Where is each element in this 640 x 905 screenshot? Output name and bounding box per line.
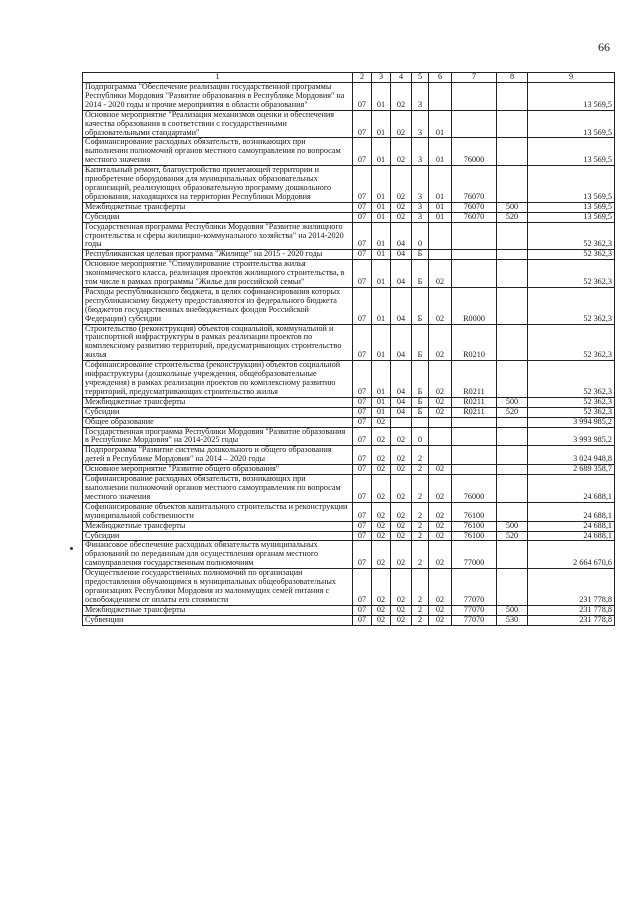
code-cell: 02 [429, 502, 452, 521]
code-cell [452, 110, 497, 138]
code-cell: 07 [353, 397, 372, 407]
code-cell: 77070 [452, 615, 497, 625]
code-cell: 02 [391, 465, 412, 475]
row-label: Субсидии [83, 407, 353, 417]
code-cell: 07 [353, 407, 372, 417]
code-cell [429, 83, 452, 111]
code-cell: 02 [372, 531, 391, 541]
table-row [83, 465, 615, 475]
row-label: Софинансирование строительства (реконструкции) объектов социальной инфраструктуры (дошкольные учреждения, общеобразовательные учреждения) в рамках реализации проектов по комплексному развитию территорий, предусматривающих строительство жилья [83, 361, 353, 398]
code-cell: 02 [391, 475, 412, 503]
code-cell: 02 [391, 110, 412, 138]
code-cell: 500 [497, 202, 528, 212]
row-label: Софинансирование расходных обязательств, возникающих при выполнении полномочий органов местного самоуправления по вопросам местного значения [83, 475, 353, 503]
row-label: Осуществление государственных полномочий по организации предоставления обучающимся в муниципальных общеобразовательных организациях Республики Мордовия из малоимущих семей питания с освобождением от оплаты его стоимости [83, 569, 353, 606]
code-cell: 02 [429, 531, 452, 541]
code-cell: 01 [372, 212, 391, 222]
code-cell: 01 [429, 138, 452, 166]
code-cell: 500 [497, 521, 528, 531]
row-label: Общее образование [83, 417, 353, 427]
row-label: Основное мероприятие "Реализация механизмов оценки и обеспечения качества образования в соответствии с государственными образовательными стандартами" [83, 110, 353, 138]
code-cell: 2 [412, 605, 429, 615]
code-cell [497, 166, 528, 203]
code-cell [497, 324, 528, 361]
row-label: Основное мероприятие "Развитие общего образования" [83, 465, 353, 475]
amount-cell: 52 362,3 [528, 260, 615, 288]
code-cell: 02 [372, 521, 391, 531]
table-row [83, 531, 615, 541]
table-row [83, 541, 615, 569]
table-row [83, 615, 615, 625]
code-cell: 2 [412, 502, 429, 521]
amount-cell: 52 362,3 [528, 407, 615, 417]
code-cell: 520 [497, 212, 528, 222]
code-cell [429, 427, 452, 446]
code-cell: 07 [353, 202, 372, 212]
row-label: Подпрограмма "Обеспечение реализации государственной программы Республики Мордовия "Развитие образования в Республике Мордовия" на 2014 - 2020 годы и прочие мероприятия в области образования" [83, 83, 353, 111]
code-cell: 2 [412, 446, 429, 465]
code-cell [497, 541, 528, 569]
code-cell: 04 [391, 324, 412, 361]
code-cell: 02 [372, 417, 391, 427]
row-label: Государственная программа Республики Мордовия "Развитие образования в Республике Мордовия" на 2014-2025 годы [83, 427, 353, 446]
code-cell: 04 [391, 361, 412, 398]
table-row [83, 222, 615, 250]
code-cell: 07 [353, 110, 372, 138]
code-cell [452, 417, 497, 427]
code-cell [429, 446, 452, 465]
code-cell [497, 417, 528, 427]
code-cell: 07 [353, 324, 372, 361]
code-cell: 02 [372, 541, 391, 569]
amount-cell: 13 569,5 [528, 138, 615, 166]
code-cell: 02 [391, 166, 412, 203]
table-row [83, 260, 615, 288]
code-cell: 07 [353, 475, 372, 503]
code-cell [497, 446, 528, 465]
amount-cell: 52 362,3 [528, 287, 615, 324]
code-cell: 07 [353, 427, 372, 446]
code-cell: 02 [429, 615, 452, 625]
table-row [83, 521, 615, 531]
code-cell [452, 260, 497, 288]
code-cell [497, 83, 528, 111]
code-cell: R0000 [452, 287, 497, 324]
amount-cell: 2 664 670,6 [528, 541, 615, 569]
code-cell: 02 [372, 475, 391, 503]
table-row [83, 502, 615, 521]
code-cell: Б [412, 324, 429, 361]
code-cell: 04 [391, 287, 412, 324]
row-label: Межбюджетные трансферты [83, 397, 353, 407]
row-label: Финансовое обеспечение расходных обязательств муниципальных образований по переданным для осуществления органам местного самоуправления государственным полномочиям [83, 541, 353, 569]
code-cell [497, 475, 528, 503]
code-cell [497, 465, 528, 475]
amount-cell: 13 569,5 [528, 166, 615, 203]
code-cell: 02 [391, 202, 412, 212]
code-cell [452, 427, 497, 446]
row-label: Софинансирование расходных обязательств, возникающих при выполнении полномочий органов местного самоуправления по вопросам местного значения [83, 138, 353, 166]
code-cell: 3 [412, 110, 429, 138]
code-cell [452, 446, 497, 465]
table-row [83, 138, 615, 166]
amount-cell: 52 362,3 [528, 250, 615, 260]
code-cell: 3 [412, 212, 429, 222]
code-cell [452, 222, 497, 250]
row-label: Межбюджетные трансферты [83, 521, 353, 531]
code-cell [497, 250, 528, 260]
code-cell: R0211 [452, 361, 497, 398]
code-cell: 01 [372, 166, 391, 203]
code-cell: 01 [372, 202, 391, 212]
code-cell: 77070 [452, 569, 497, 606]
table-row [83, 287, 615, 324]
page-number: 66 [598, 40, 610, 54]
code-cell: 76100 [452, 502, 497, 521]
code-cell: 02 [429, 287, 452, 324]
code-cell: 07 [353, 446, 372, 465]
code-cell [497, 287, 528, 324]
amount-cell: 3 994 985,2 [528, 417, 615, 427]
code-cell: 3 [412, 138, 429, 166]
code-cell: 01 [372, 324, 391, 361]
code-cell: 01 [372, 361, 391, 398]
code-cell: 02 [391, 427, 412, 446]
code-cell: 02 [391, 446, 412, 465]
code-cell: 02 [372, 465, 391, 475]
code-cell: 01 [429, 212, 452, 222]
code-cell: 76070 [452, 166, 497, 203]
amount-cell: 13 569,5 [528, 83, 615, 111]
code-cell: 2 [412, 475, 429, 503]
code-cell [452, 250, 497, 260]
amount-cell: 13 569,5 [528, 110, 615, 138]
code-cell: 07 [353, 521, 372, 531]
code-cell: 530 [497, 615, 528, 625]
code-cell: 2 [412, 531, 429, 541]
code-cell: 02 [391, 531, 412, 541]
code-cell: 04 [391, 222, 412, 250]
code-cell: 07 [353, 260, 372, 288]
code-cell: 0 [412, 222, 429, 250]
code-cell: 02 [391, 569, 412, 606]
code-cell: 07 [353, 417, 372, 427]
header-row [83, 73, 615, 83]
code-cell: 02 [372, 446, 391, 465]
code-cell: 3 [412, 83, 429, 111]
header-cell: 5 [412, 73, 429, 83]
code-cell: 07 [353, 541, 372, 569]
amount-cell: 52 362,3 [528, 324, 615, 361]
code-cell: 0 [412, 427, 429, 446]
code-cell: 07 [353, 502, 372, 521]
code-cell [497, 427, 528, 446]
code-cell: 07 [353, 615, 372, 625]
amount-cell: 52 362,3 [528, 397, 615, 407]
code-cell: 02 [391, 615, 412, 625]
amount-cell: 231 778,8 [528, 569, 615, 606]
code-cell: Б [412, 287, 429, 324]
table-row [83, 407, 615, 417]
code-cell: 07 [353, 138, 372, 166]
table-row [83, 569, 615, 606]
code-cell: 02 [429, 397, 452, 407]
header-cell: 4 [391, 73, 412, 83]
code-cell: 77000 [452, 541, 497, 569]
row-label: Строительство (реконструкция) объектов социальной, коммунальной и транспортной инфраструктуры в рамках реализации проектов по комплексному развитию территорий, предусматривающих строительство жилья [83, 324, 353, 361]
amount-cell: 231 778,8 [528, 605, 615, 615]
code-cell: 01 [372, 222, 391, 250]
header-cell: 2 [353, 73, 372, 83]
code-cell [412, 417, 429, 427]
code-cell: 01 [429, 166, 452, 203]
row-label: Расходы республиканского бюджета, в целях софинансирования которых республиканскому бюджету предоставляются из федерального бюджета (бюджетов государственных внебюджетных фондов Российской Федерации) субсидии [83, 287, 353, 324]
code-cell: Б [412, 407, 429, 417]
table-row [83, 250, 615, 260]
code-cell: 07 [353, 605, 372, 615]
row-label: Субвенции [83, 615, 353, 625]
code-cell: 07 [353, 83, 372, 111]
code-cell: 02 [372, 502, 391, 521]
table-row [83, 397, 615, 407]
code-cell: Б [412, 397, 429, 407]
code-cell [429, 250, 452, 260]
table-row [83, 212, 615, 222]
code-cell: 01 [372, 83, 391, 111]
code-cell: 2 [412, 569, 429, 606]
code-cell: 520 [497, 531, 528, 541]
code-cell: 01 [372, 287, 391, 324]
code-cell: 77070 [452, 605, 497, 615]
code-cell: 76100 [452, 521, 497, 531]
code-cell: 500 [497, 605, 528, 615]
code-cell [497, 222, 528, 250]
code-cell: 02 [429, 324, 452, 361]
code-cell: 02 [429, 465, 452, 475]
code-cell: 2 [412, 465, 429, 475]
code-cell: 3 [412, 166, 429, 203]
row-label: Субсидии [83, 212, 353, 222]
amount-cell: 24 688,1 [528, 475, 615, 503]
code-cell: Б [412, 250, 429, 260]
code-cell [452, 465, 497, 475]
amount-cell: 2 689 358,7 [528, 465, 615, 475]
code-cell: R0211 [452, 407, 497, 417]
amount-cell: 13 569,5 [528, 212, 615, 222]
table-row [83, 83, 615, 111]
table-row [83, 110, 615, 138]
code-cell: 520 [497, 407, 528, 417]
code-cell: 76070 [452, 212, 497, 222]
amount-cell: 24 688,1 [528, 502, 615, 521]
code-cell: 76100 [452, 531, 497, 541]
code-cell: 02 [391, 502, 412, 521]
code-cell: Б [412, 361, 429, 398]
code-cell: 02 [429, 407, 452, 417]
code-cell: 02 [429, 260, 452, 288]
code-cell: 07 [353, 212, 372, 222]
code-cell: 76070 [452, 202, 497, 212]
code-cell: 02 [429, 605, 452, 615]
code-cell: 07 [353, 287, 372, 324]
code-cell: 3 [412, 202, 429, 212]
amount-cell: 52 362,3 [528, 222, 615, 250]
code-cell: 07 [353, 531, 372, 541]
code-cell: 01 [372, 250, 391, 260]
code-cell: 02 [429, 521, 452, 531]
code-cell: 02 [372, 569, 391, 606]
row-label: Межбюджетные трансферты [83, 605, 353, 615]
code-cell: 02 [391, 138, 412, 166]
code-cell: 01 [429, 202, 452, 212]
header-cell: 7 [452, 73, 497, 83]
code-cell: 02 [391, 605, 412, 615]
code-cell: 04 [391, 250, 412, 260]
amount-cell: 24 688,1 [528, 521, 615, 531]
table-row [83, 475, 615, 503]
amount-cell: 13 569,5 [528, 202, 615, 212]
code-cell: 76000 [452, 138, 497, 166]
code-cell: 01 [372, 138, 391, 166]
table-row [83, 202, 615, 212]
amount-cell: 231 778,8 [528, 615, 615, 625]
code-cell [497, 569, 528, 606]
code-cell: 07 [353, 222, 372, 250]
header-cell: 8 [497, 73, 528, 83]
header-cell: 1 [83, 73, 353, 83]
code-cell: R0211 [452, 397, 497, 407]
code-cell: 04 [391, 407, 412, 417]
table-row [83, 361, 615, 398]
row-label: Подпрограмма "Развитие системы дошкольного и общего образования детей в Республике Мордовия" на 2014 – 2020 годы [83, 446, 353, 465]
row-label: Межбюджетные трансферты [83, 202, 353, 212]
code-cell: 02 [372, 605, 391, 615]
code-cell: 07 [353, 361, 372, 398]
row-label: Субсидии [83, 531, 353, 541]
table-row [83, 324, 615, 361]
code-cell: 01 [372, 260, 391, 288]
table-row [83, 427, 615, 446]
table-body [83, 83, 615, 626]
code-cell: 2 [412, 615, 429, 625]
budget-table [82, 72, 615, 626]
code-cell: 07 [353, 250, 372, 260]
code-cell: Б [412, 260, 429, 288]
header-cell: 6 [429, 73, 452, 83]
code-cell: 07 [353, 166, 372, 203]
code-cell: 02 [372, 427, 391, 446]
code-cell: 500 [497, 397, 528, 407]
header-cell: 9 [528, 73, 615, 83]
code-cell [497, 361, 528, 398]
code-cell: 76000 [452, 475, 497, 503]
code-cell: 02 [391, 83, 412, 111]
code-cell [429, 417, 452, 427]
row-label: Капитальный ремонт, благоустройство прилегающей территории и приобретение оборудования для муниципальных образовательных организаций, реализующих образовательную программу дошкольного образования, находящихся на территории Республики Мордовия [83, 166, 353, 203]
code-cell [497, 260, 528, 288]
code-cell: 2 [412, 541, 429, 569]
code-cell: 01 [372, 397, 391, 407]
row-label: Республиканская целевая программа "Жилище" на 2015 - 2020 годы [83, 250, 353, 260]
code-cell: 07 [353, 465, 372, 475]
code-cell: 07 [353, 569, 372, 606]
code-cell [391, 417, 412, 427]
header-cell: 3 [372, 73, 391, 83]
code-cell [497, 502, 528, 521]
code-cell: 02 [391, 212, 412, 222]
code-cell [497, 138, 528, 166]
amount-cell: 3 993 985,2 [528, 427, 615, 446]
code-cell [497, 110, 528, 138]
table-row [83, 166, 615, 203]
code-cell: 01 [372, 110, 391, 138]
amount-cell: 52 362,3 [528, 361, 615, 398]
row-label: Государственная программа Республики Мордовия "Развитие жилищного строительства и сферы жилищно-коммунального хозяйства" на 2014-2020 годы [83, 222, 353, 250]
amount-cell: 3 024 948,8 [528, 446, 615, 465]
code-cell: 01 [372, 407, 391, 417]
row-label: Основное мероприятие "Стимулирование строительства жилья экономического класса, реализация проектов жилищного строительства, в том числе в рамках программы "Жилье для российской семьи" [83, 260, 353, 288]
code-cell: 02 [429, 361, 452, 398]
code-cell: 04 [391, 260, 412, 288]
code-cell: 01 [429, 110, 452, 138]
code-cell [429, 222, 452, 250]
amount-cell: 24 688,1 [528, 531, 615, 541]
code-cell: 2 [412, 521, 429, 531]
row-label: Софинансирование объектов капитального строительства и реконструкции муниципальной собственности [83, 502, 353, 521]
table-row [83, 446, 615, 465]
code-cell: 02 [372, 615, 391, 625]
margin-dot [70, 547, 73, 550]
code-cell: 02 [391, 541, 412, 569]
code-cell: 02 [429, 569, 452, 606]
code-cell: 04 [391, 397, 412, 407]
code-cell: 02 [429, 541, 452, 569]
code-cell [452, 83, 497, 111]
code-cell: 02 [391, 521, 412, 531]
table-row [83, 605, 615, 615]
code-cell: 02 [429, 475, 452, 503]
table-row [83, 417, 615, 427]
code-cell: R0210 [452, 324, 497, 361]
